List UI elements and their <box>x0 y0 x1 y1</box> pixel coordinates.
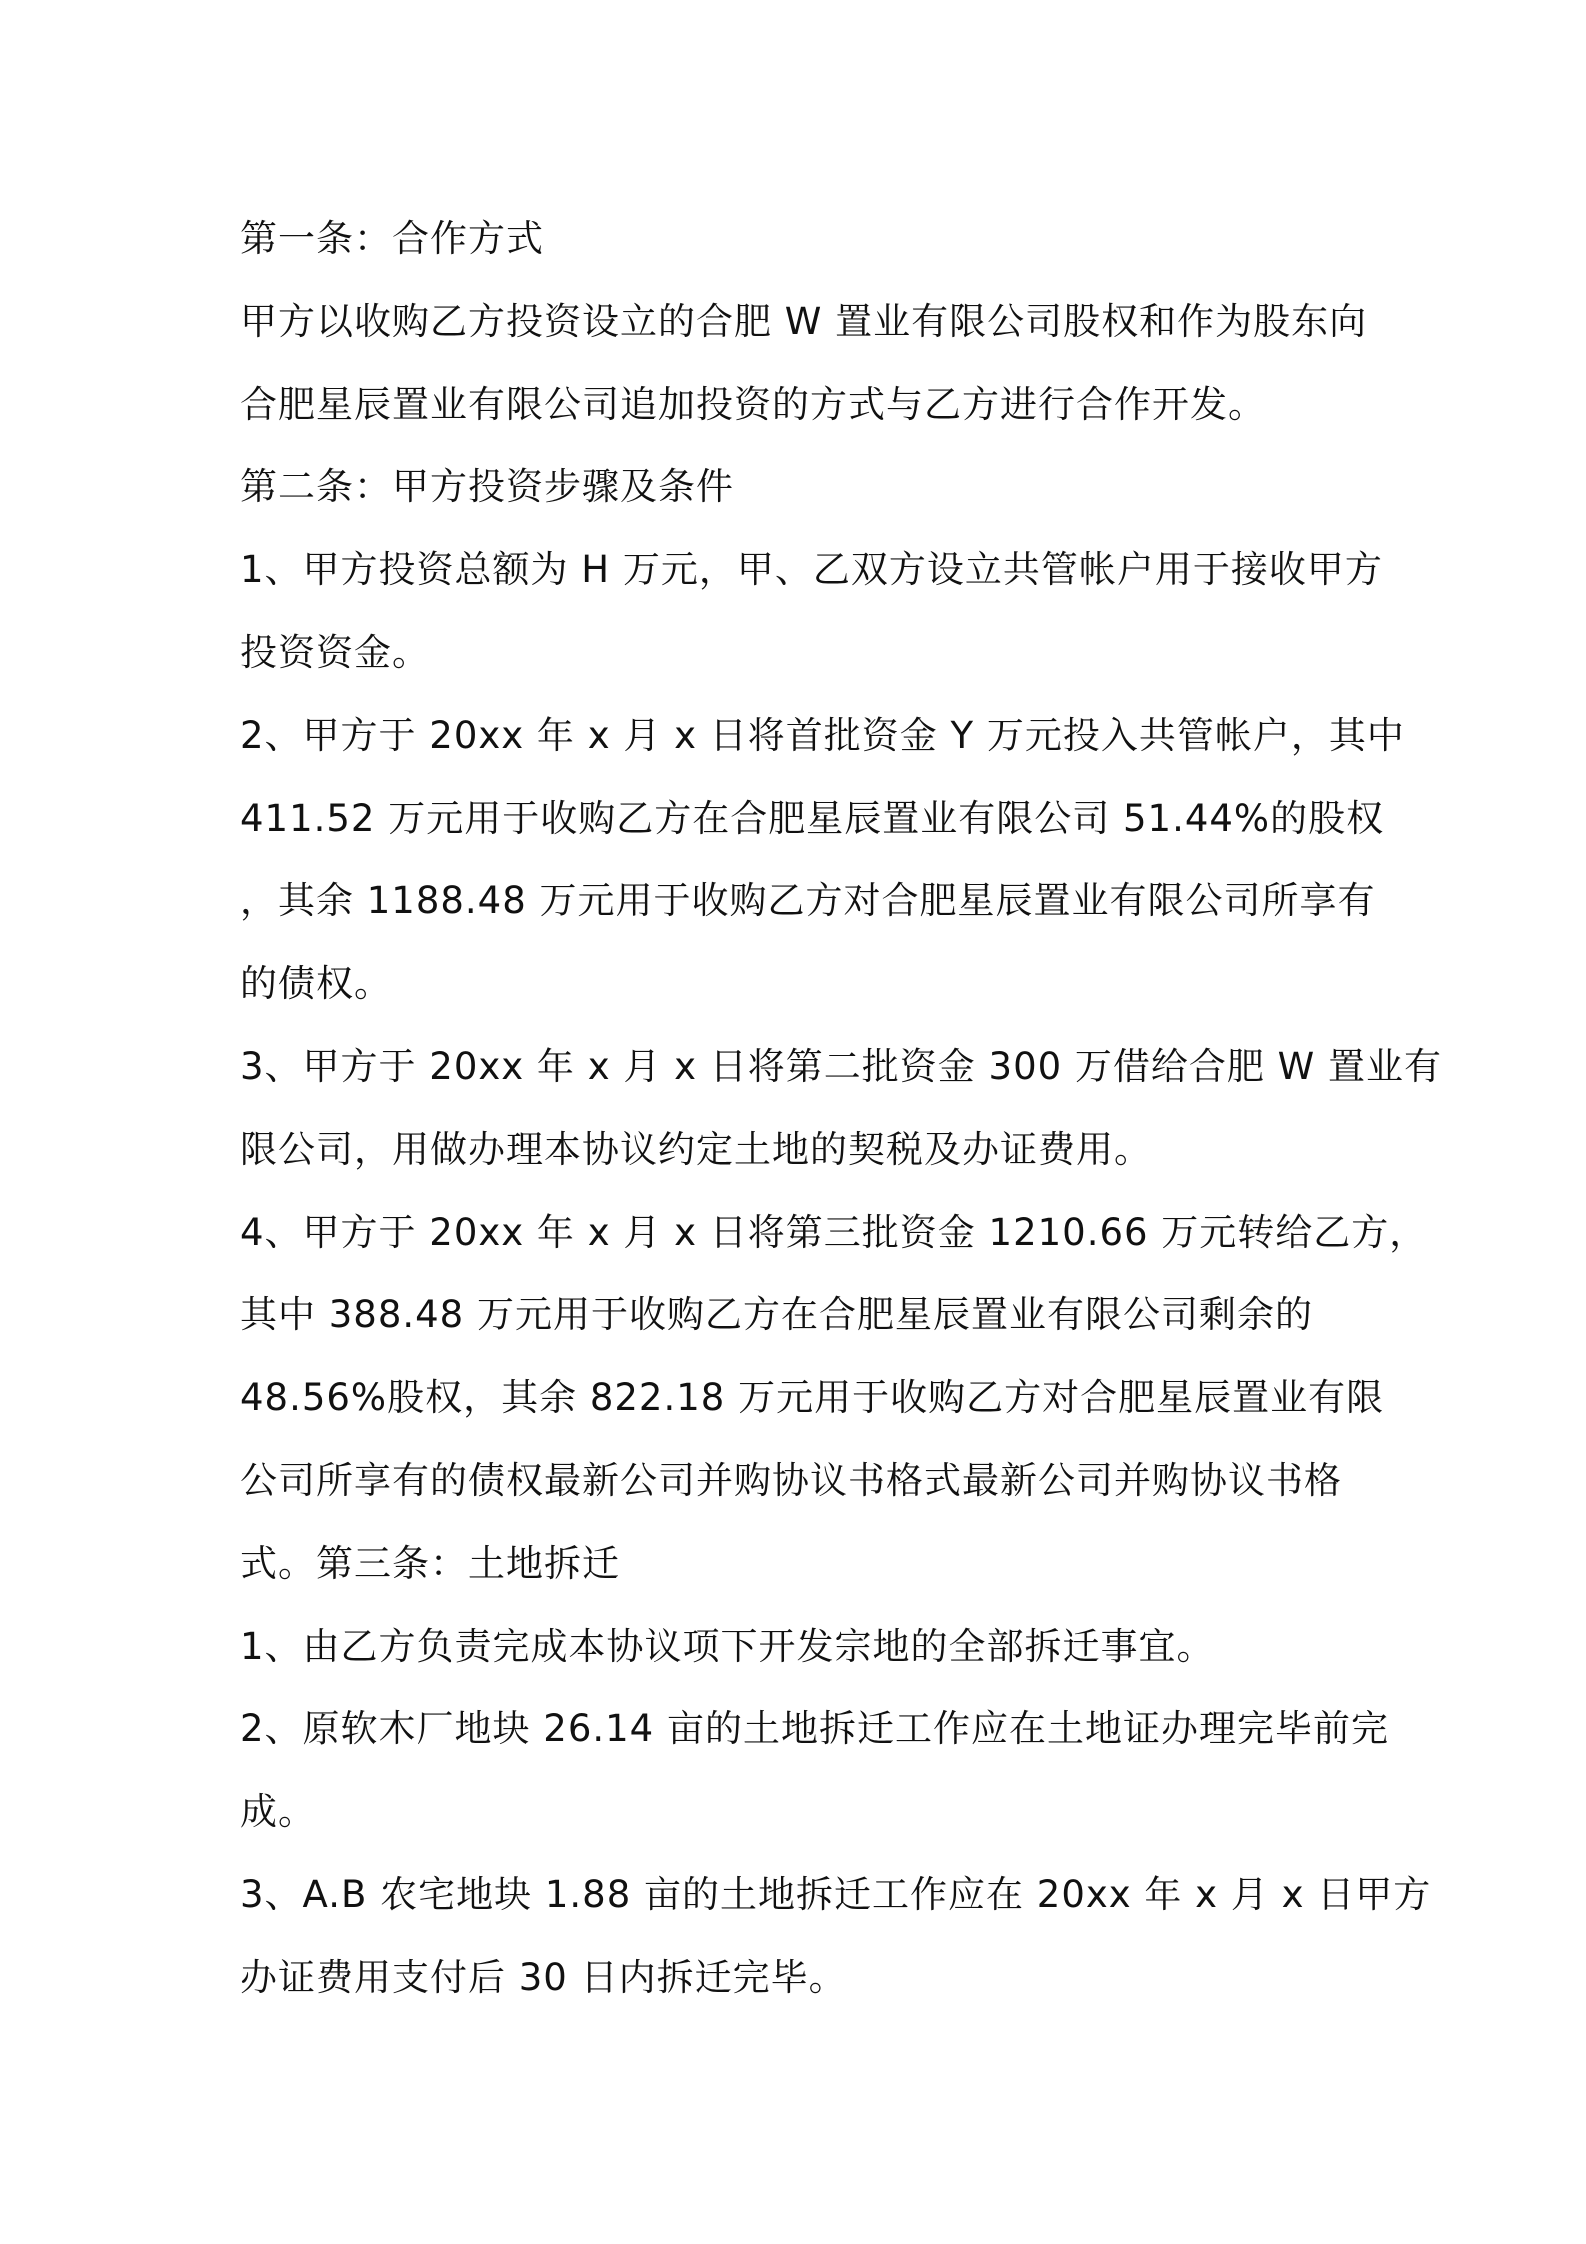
paragraph-line: 2、原软木厂地块 26.14 亩的土地拆迁工作应在土地证办理完毕前完 <box>240 1707 1389 1751</box>
paragraph-line: 甲方以收购乙方投资设立的合肥 W 置业有限公司股权和作为股东向 <box>240 299 1368 343</box>
paragraph-line: 48.56%股权，其余 822.18 万元用于收购乙方对合肥星辰置业有限 <box>240 1376 1385 1420</box>
paragraph-line: 投资资金。 <box>240 630 430 674</box>
paragraph-line: 其中 388.48 万元用于收购乙方在合肥星辰置业有限公司剩余的 <box>240 1293 1313 1337</box>
paragraph-line: ，其余 1188.48 万元用于收购乙方对合肥星辰置业有限公司所享有 <box>240 879 1376 923</box>
paragraph-line: 1、甲方投资总额为 H 万元，甲、乙双方设立共管帐户用于接收甲方 <box>240 548 1383 592</box>
paragraph-line: 成。 <box>240 1790 316 1834</box>
paragraph-line: 办证费用支付后 30 日内拆迁完毕。 <box>240 1955 847 1999</box>
document-body <box>240 198 1443 2020</box>
paragraph-line: 式。第三条：土地拆迁 <box>240 1541 620 1585</box>
section-heading-2: 第二条：甲方投资步骤及条件 <box>240 465 734 509</box>
paragraph-line: 3、甲方于 20xx 年 x 月 x 日将第二批资金 300 万借给合肥 W 置业有 <box>240 1044 1443 1088</box>
paragraph-line: 限公司，用做办理本协议约定土地的契税及办证费用。 <box>240 1127 1152 1171</box>
paragraph-line: 411.52 万元用于收购乙方在合肥星辰置业有限公司 51.44%的股权 <box>240 796 1385 840</box>
paragraph-line: 4、甲方于 20xx 年 x 月 x 日将第三批资金 1210.66 万元转给乙方， <box>240 1210 1428 1254</box>
paragraph-line: 合肥星辰置业有限公司追加投资的方式与乙方进行合作开发。 <box>240 382 1266 426</box>
section-heading-1: 第一条：合作方式 <box>240 217 544 260</box>
paragraph-line: 公司所享有的债权最新公司并购协议书格式最新公司并购协议书格 <box>240 1458 1342 1502</box>
paragraph-line: 2、甲方于 20xx 年 x 月 x 日将首批资金 Y 万元投入共管帐户，其中 <box>240 713 1405 757</box>
paragraph-line: 的债权。 <box>240 962 392 1006</box>
paragraph-line: 1、由乙方负责完成本协议项下开发宗地的全部拆迁事宜。 <box>240 1624 1215 1668</box>
paragraph-line: 3、A.B 农宅地块 1.88 亩的土地拆迁工作应在 20xx 年 x 月 x 日甲方 <box>240 1872 1432 1916</box>
